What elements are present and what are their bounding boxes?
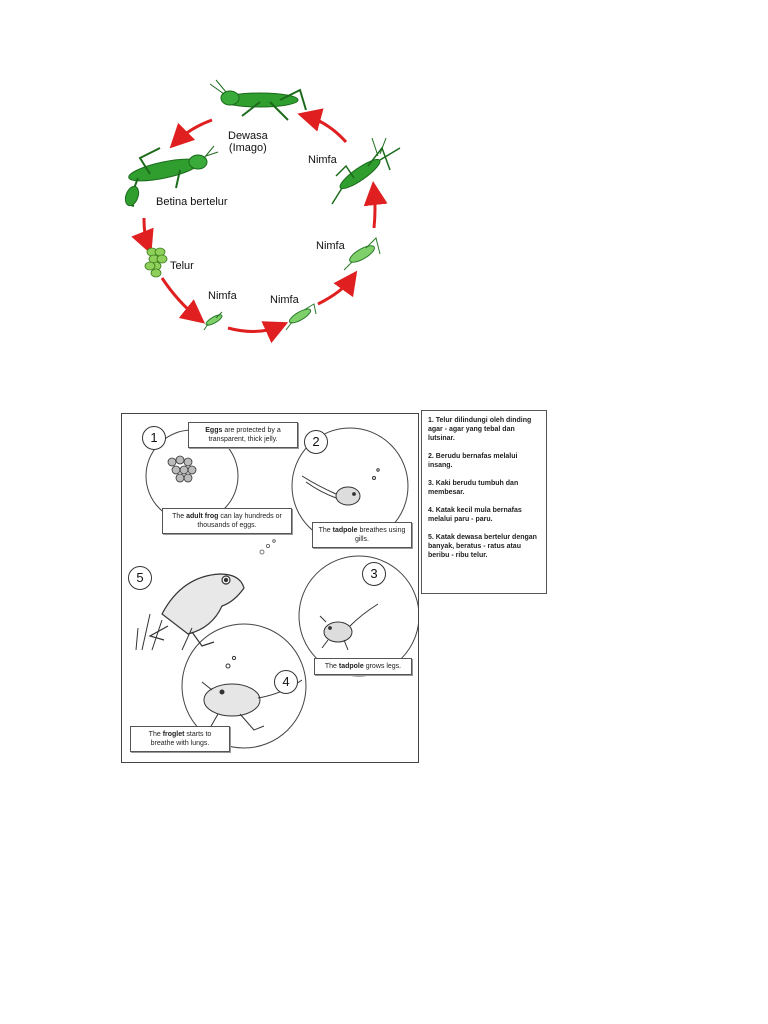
caption-gills-text: breathes using gills. [354, 527, 406, 543]
stage-number-5: 5 [128, 566, 152, 590]
label-nymph-2: Nimfa [270, 294, 299, 306]
caption-legs-pre: The [324, 663, 339, 670]
arrow-adult-to-female [176, 120, 212, 142]
label-nymph-4: Nimfa [308, 154, 337, 166]
caption-adult-pre: The [172, 513, 187, 520]
nymph-2-icon [286, 304, 316, 330]
grasshopper-life-cycle-diagram [110, 78, 430, 348]
arrow-nymph1-to-nymph2 [228, 326, 280, 332]
arrow-egg-to-nymph1 [162, 278, 198, 318]
caption-froglet-pre: The [148, 731, 163, 738]
tadpole-with-legs-icon [320, 604, 378, 650]
nymph-4-icon [332, 138, 400, 204]
stage-number-3: 3 [362, 562, 386, 586]
frog-cycle-graphic [122, 414, 419, 763]
caption-froglet-bold: froglet [162, 731, 185, 738]
note-3: 3. Kaki berudu tumbuh dan membesar. [428, 480, 519, 496]
label-adult-line1: Dewasa [228, 130, 268, 142]
caption-legs-bold: tadpole [338, 663, 364, 670]
nymph-1-icon [204, 312, 223, 330]
caption-eggs-text: are protected by a transparent, thick jelly. [208, 427, 281, 443]
label-nymph-3: Nimfa [316, 240, 345, 252]
stage-number-4: 4 [274, 670, 298, 694]
caption-froglet [130, 726, 230, 752]
note-2: 2. Berudu bernafas melalui insang. [428, 453, 518, 469]
label-nymph-1: Nimfa [208, 290, 237, 302]
note-5: 5. Katak dewasa bertelur dengan banyak, beratus - ratus atau beribu - ribu telur. [428, 534, 537, 559]
caption-tadpole-gills [312, 522, 412, 548]
label-female-laying-eggs: Betina bertelur [156, 196, 228, 208]
grasshopper-cycle-graphic [110, 78, 430, 348]
note-4: 4. Katak kecil mula bernafas melalui paru - paru. [428, 507, 522, 523]
stage-number-1: 1 [142, 426, 166, 450]
frog-cycle-notes [421, 410, 547, 594]
caption-adult-bold: adult frog [186, 513, 219, 520]
nymph-3-icon [344, 238, 380, 270]
caption-tadpole-legs [314, 658, 412, 675]
caption-eggs [188, 422, 298, 448]
bubble-trail [260, 540, 275, 554]
caption-legs-text: grows legs. [363, 663, 402, 670]
label-adult-line2: (Imago) [228, 142, 267, 154]
arrow-female-to-egg [144, 218, 148, 246]
arrow-nymph4-to-adult [306, 116, 346, 142]
caption-froglet-text: starts to breathe with lungs. [150, 731, 212, 747]
frog-egg-cluster-icon [168, 456, 196, 482]
caption-gills-pre: The [318, 527, 333, 534]
adult-frog-icon [136, 574, 244, 650]
caption-eggs-bold: Eggs [205, 427, 223, 434]
egg-cluster-icon [145, 248, 167, 277]
note-1: 1. Telur dilindungi oleh dinding agar - agar yang tebal dan lutsinar. [428, 417, 532, 442]
tadpole-icon [302, 469, 379, 505]
arrow-nymph2-to-nymph3 [318, 278, 352, 304]
label-egg: Telur [170, 260, 194, 272]
adult-grasshopper-icon [210, 80, 306, 120]
label-adult [228, 130, 268, 154]
caption-gills-bold: tadpole [332, 527, 358, 534]
stage-number-2: 2 [304, 430, 328, 454]
frog-life-cycle-diagram [121, 413, 419, 763]
caption-adult-text: can lay hundreds or thousands of eggs. [197, 513, 282, 529]
arrow-nymph3-to-nymph4 [374, 190, 375, 228]
caption-adult-frog [162, 508, 292, 534]
